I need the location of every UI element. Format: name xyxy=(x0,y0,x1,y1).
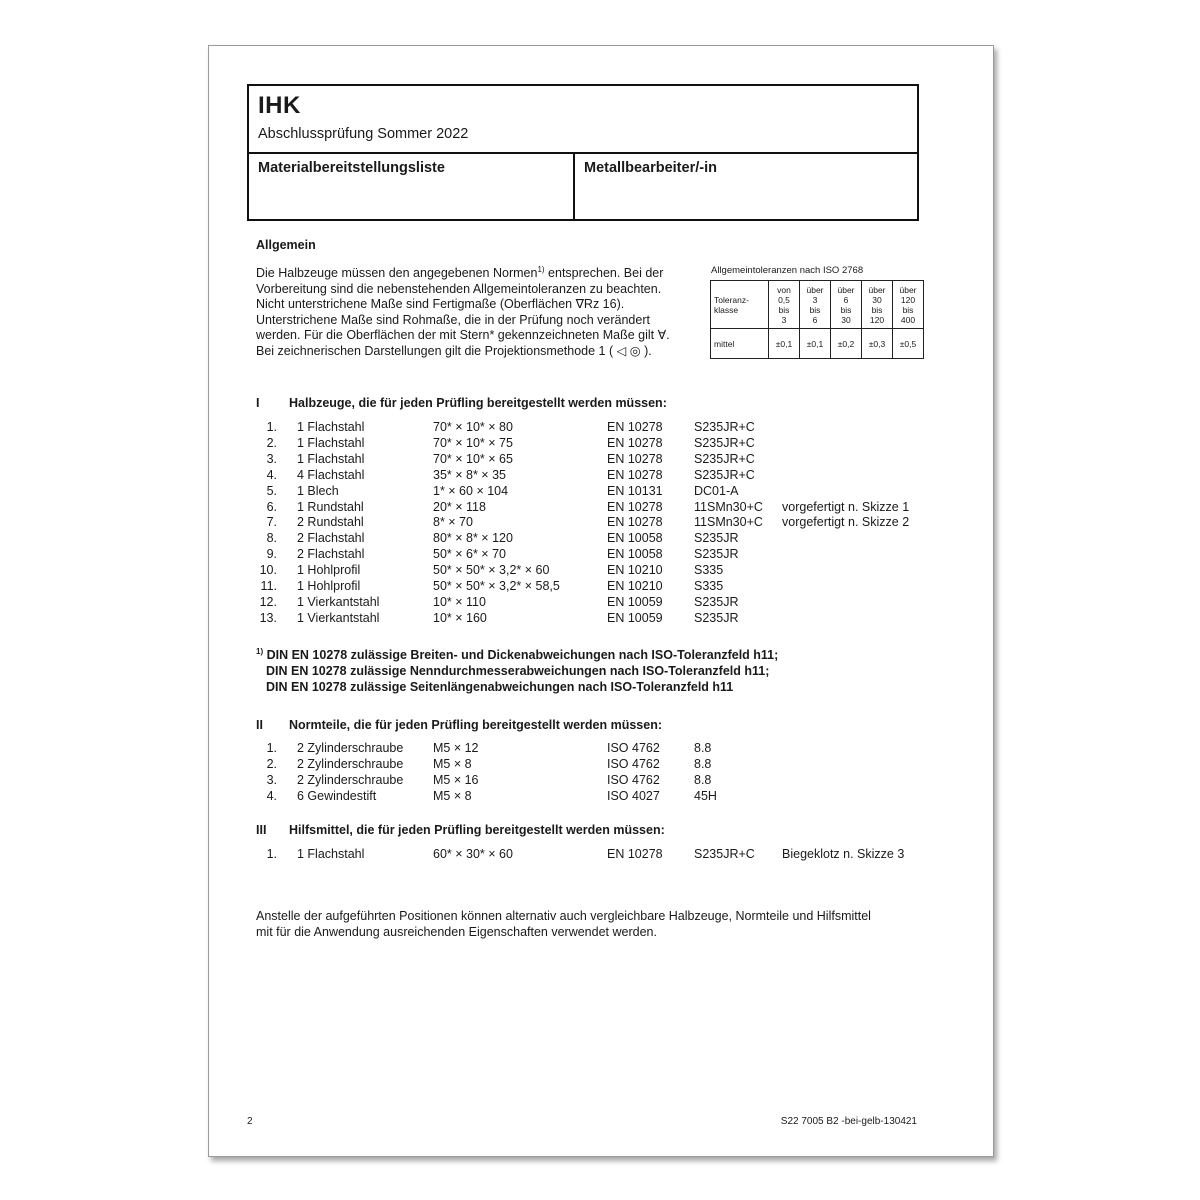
item-material: S235JR xyxy=(694,594,739,609)
item-name: 1 Vierkantstahl xyxy=(297,610,380,625)
range-text: bis xyxy=(840,304,852,315)
class-label-1: Toleranz- xyxy=(714,294,749,305)
tolerance-row-label: mittel xyxy=(711,329,769,359)
range-text: bis xyxy=(778,304,790,315)
item-dimensions: 8* × 70 xyxy=(433,515,473,530)
item-number: 3. xyxy=(266,772,277,787)
range-text: bis xyxy=(871,304,883,315)
item-number: 5. xyxy=(266,483,277,498)
item-material: 8.8 xyxy=(694,741,712,755)
section-3-title: Hilfsmittel, die für jeden Prüfling bereitgestellt werden müssen: xyxy=(289,823,665,837)
item-note: vorgefertigt n. Skizze 2 xyxy=(782,515,910,530)
item-material: 8.8 xyxy=(694,772,712,787)
item-standard: EN 10278 xyxy=(607,515,663,530)
item-name: 1 Blech xyxy=(297,483,339,498)
item-material: 11SMn30+C xyxy=(694,515,763,530)
range-text: 3 xyxy=(812,294,818,305)
item-dimensions: 10* × 160 xyxy=(433,610,487,625)
page-number: 2 xyxy=(247,1116,253,1127)
footnote-line-3: DIN EN 10278 zulässige Seitenlängenabweichungen nach ISO-Toleranzfeld h11 xyxy=(266,680,734,695)
range-text: bis xyxy=(902,304,914,315)
item-dimensions: 70* × 10* × 65 xyxy=(433,451,513,466)
footnote-line-2: DIN EN 10278 zulässige Nenndurchmesserabweichungen nach ISO-Toleranzfeld h11; xyxy=(266,664,770,679)
profession-cell xyxy=(575,154,917,219)
item-number: 11. xyxy=(260,579,277,593)
item-number: 12. xyxy=(259,594,277,609)
tolerance-value-row xyxy=(711,329,924,359)
tolerance-value: ±0,1 xyxy=(800,329,831,359)
general-line-4: Unterstrichene Maße sind Rohmaße, die in der Prüfung noch verändert xyxy=(256,312,650,327)
tolerance-value: ±0,1 xyxy=(769,329,800,359)
item-standard: EN 10278 xyxy=(607,467,663,482)
item-name: 2 Zylinderschraube xyxy=(297,772,404,787)
general-paragraph xyxy=(256,262,698,359)
item-material: S235JR+C xyxy=(694,420,755,434)
general-line-6: Bei zeichnerischen Darstellungen gilt die Projektionsmethode 1 ( ◁ ◎ ). xyxy=(256,343,652,358)
item-number: 1. xyxy=(266,741,277,755)
range-text: 30 xyxy=(841,314,851,325)
general-line-1 xyxy=(256,262,698,282)
item-dimensions: 20* × 118 xyxy=(433,499,486,514)
item-dimensions: 50* × 50* × 3,2* × 58,5 xyxy=(433,579,560,593)
item-name: 2 Rundstahl xyxy=(297,515,364,530)
item-name: 2 Flachstahl xyxy=(297,531,365,546)
item-material: S235JR+C xyxy=(694,467,755,482)
item-material: S335 xyxy=(694,563,724,578)
item-standard: ISO 4027 xyxy=(607,788,660,803)
item-material: S335 xyxy=(694,579,724,593)
general-line-5: werden. Für die Oberflächen der mit Stern* gekennzeichneten Maße gilt ∀. xyxy=(256,328,670,343)
section-1-number: I xyxy=(256,396,260,410)
item-dimensions: 50* × 6* × 70 xyxy=(433,547,506,562)
item-dimensions: 70* × 10* × 80 xyxy=(433,420,513,434)
org-title: IHK xyxy=(258,92,301,119)
item-number: 3. xyxy=(266,451,277,466)
item-name: 1 Flachstahl xyxy=(297,435,365,450)
item-dimensions: 50* × 50* × 3,2* × 60 xyxy=(433,563,550,578)
section-3-number: III xyxy=(256,823,267,837)
item-standard: EN 10278 xyxy=(607,451,663,466)
general-heading: Allgemein xyxy=(256,238,316,252)
footnote-ref: 1) xyxy=(537,265,545,274)
tolerance-table xyxy=(710,280,924,359)
tolerance-header-row xyxy=(711,281,924,329)
item-material: S235JR+C xyxy=(694,451,755,466)
range-text: 120 xyxy=(869,314,885,325)
range-text: über xyxy=(868,284,886,295)
item-number: 9. xyxy=(266,547,277,562)
item-dimensions: 1* × 60 × 104 xyxy=(433,483,509,498)
range-text: über xyxy=(837,284,855,295)
footnote-line-1 xyxy=(256,644,778,663)
item-standard: EN 10278 xyxy=(607,420,663,434)
item-number: 4. xyxy=(266,788,277,803)
range-cell xyxy=(769,281,800,329)
range-text: 30 xyxy=(872,294,882,305)
section-2-title: Normteile, die für jeden Prüfling bereitgestellt werden müssen: xyxy=(289,718,662,732)
item-standard: EN 10278 xyxy=(607,499,663,514)
item-material: S235JR+C xyxy=(694,435,755,450)
item-material: 11SMn30+C xyxy=(694,499,763,514)
item-number: 2. xyxy=(266,756,277,771)
item-name: 2 Flachstahl xyxy=(297,547,365,562)
item-standard: EN 10210 xyxy=(607,579,663,593)
footnote-mark: 1) xyxy=(256,647,264,656)
item-number: 2. xyxy=(266,435,277,450)
item-material: S235JR xyxy=(694,610,739,625)
range-text: 400 xyxy=(900,314,916,325)
general-line-1b: entsprechen. Bei der xyxy=(544,266,664,281)
range-text: 6 xyxy=(843,294,849,305)
item-number: 1. xyxy=(266,847,277,861)
item-standard: EN 10059 xyxy=(607,594,663,609)
document-page xyxy=(208,45,994,1157)
range-cell xyxy=(831,281,862,329)
item-name: 2 Zylinderschraube xyxy=(297,756,404,771)
item-name: 1 Rundstahl xyxy=(297,499,364,514)
item-number: 8. xyxy=(266,531,277,546)
range-cell xyxy=(862,281,893,329)
item-dimensions: M5 × 8 xyxy=(433,788,472,803)
tolerance-class-header xyxy=(711,281,769,329)
item-note: Biegeklotz n. Skizze 3 xyxy=(782,847,905,861)
item-number: 1. xyxy=(266,420,277,434)
range-text: 120 xyxy=(900,294,916,305)
footnote xyxy=(256,644,778,695)
item-material: S235JR xyxy=(694,547,739,562)
item-standard: EN 10278 xyxy=(607,847,663,861)
item-dimensions: 70* × 10* × 75 xyxy=(433,435,513,450)
section-2-number: II xyxy=(256,718,263,732)
range-text: über xyxy=(899,284,917,295)
item-material: S235JR+C xyxy=(694,847,755,861)
item-standard: EN 10278 xyxy=(607,435,663,450)
item-dimensions: 35* × 8* × 35 xyxy=(433,467,506,482)
item-dimensions: 80* × 8* × 120 xyxy=(433,531,513,546)
section-1-title: Halbzeuge, die für jeden Prüfling bereitgestellt werden müssen: xyxy=(289,396,667,410)
closing-line-2: mit für die Anwendung ausreichenden Eigenschaften verwendet werden. xyxy=(256,925,657,939)
range-text: 6 xyxy=(812,314,818,325)
item-name: 1 Flachstahl xyxy=(297,847,365,861)
doc-title-cell xyxy=(249,154,575,219)
item-standard: ISO 4762 xyxy=(607,741,660,755)
item-dimensions: M5 × 8 xyxy=(433,756,472,771)
item-standard: ISO 4762 xyxy=(607,772,660,787)
header-top-cell xyxy=(249,86,917,154)
range-text: bis xyxy=(809,304,821,315)
doc-title: Materialbereitstellungsliste xyxy=(258,160,445,176)
item-dimensions: M5 × 12 xyxy=(433,741,479,755)
item-name: 1 Flachstahl xyxy=(297,451,365,466)
item-number: 13. xyxy=(259,610,277,625)
tolerance-value: ±0,3 xyxy=(862,329,893,359)
document-code: S22 7005 B2 -bei-gelb-130421 xyxy=(780,1116,917,1127)
item-name: 4 Flachstahl xyxy=(297,467,365,482)
item-standard: EN 10131 xyxy=(607,483,663,498)
item-name: 1 Hohlprofil xyxy=(297,579,361,593)
item-standard: ISO 4762 xyxy=(607,756,660,771)
general-line-1a: Die Halbzeuge müssen den angegebenen Normen xyxy=(256,266,538,281)
item-material: DC01-A xyxy=(694,483,739,498)
range-cell xyxy=(800,281,831,329)
closing-note xyxy=(256,908,871,940)
item-name: 1 Vierkantstahl xyxy=(297,594,380,609)
footnote-text-1: DIN EN 10278 zulässige Breiten- und Dickenabweichungen nach ISO-Toleranzfeld h11; xyxy=(263,648,779,663)
item-name: 1 Hohlprofil xyxy=(297,563,361,578)
tolerance-value: ±0,5 xyxy=(893,329,924,359)
tolerance-value: ±0,2 xyxy=(831,329,862,359)
item-dimensions: M5 × 16 xyxy=(433,772,479,787)
item-standard: EN 10058 xyxy=(607,547,663,562)
item-number: 6. xyxy=(266,499,277,514)
range-cell xyxy=(893,281,924,329)
range-text: von xyxy=(777,284,791,295)
closing-line-1: Anstelle der aufgeführten Positionen können alternativ auch vergleichbare Halbzeuge, Normteile und Hilfsmittel xyxy=(256,909,871,923)
class-label-2: klasse xyxy=(714,304,739,315)
item-name: 1 Flachstahl xyxy=(297,420,365,434)
item-standard: EN 10059 xyxy=(607,610,663,625)
item-number: 7. xyxy=(266,515,277,530)
item-dimensions: 10* × 110 xyxy=(433,594,486,609)
item-standard: EN 10058 xyxy=(607,531,663,546)
item-dimensions: 60* × 30* × 60 xyxy=(433,847,513,861)
exam-title: Abschlussprüfung Sommer 2022 xyxy=(258,126,469,142)
item-material: 45H xyxy=(694,788,717,803)
item-material: 8.8 xyxy=(694,756,712,771)
range-text: 3 xyxy=(781,314,787,325)
item-name: 6 Gewindestift xyxy=(297,788,377,803)
header-box xyxy=(247,84,919,221)
item-note: vorgefertigt n. Skizze 1 xyxy=(782,499,910,514)
item-standard: EN 10210 xyxy=(607,563,663,578)
profession-title: Metallbearbeiter/-in xyxy=(584,160,717,176)
general-line-2: Vorbereitung sind die nebenstehenden Allgemeintoleranzen zu beachten. xyxy=(256,281,662,296)
item-number: 4. xyxy=(266,467,277,482)
item-number: 10. xyxy=(259,563,277,578)
item-material: S235JR xyxy=(694,531,739,546)
range-text: über xyxy=(806,284,824,295)
range-text: 0,5 xyxy=(778,294,790,305)
item-name: 2 Zylinderschraube xyxy=(297,741,404,755)
tolerance-caption: Allgemeintoleranzen nach ISO 2768 xyxy=(711,265,864,276)
general-line-3: Nicht unterstrichene Maße sind Fertigmaße (Oberflächen ∇Rz 16). xyxy=(256,297,625,312)
